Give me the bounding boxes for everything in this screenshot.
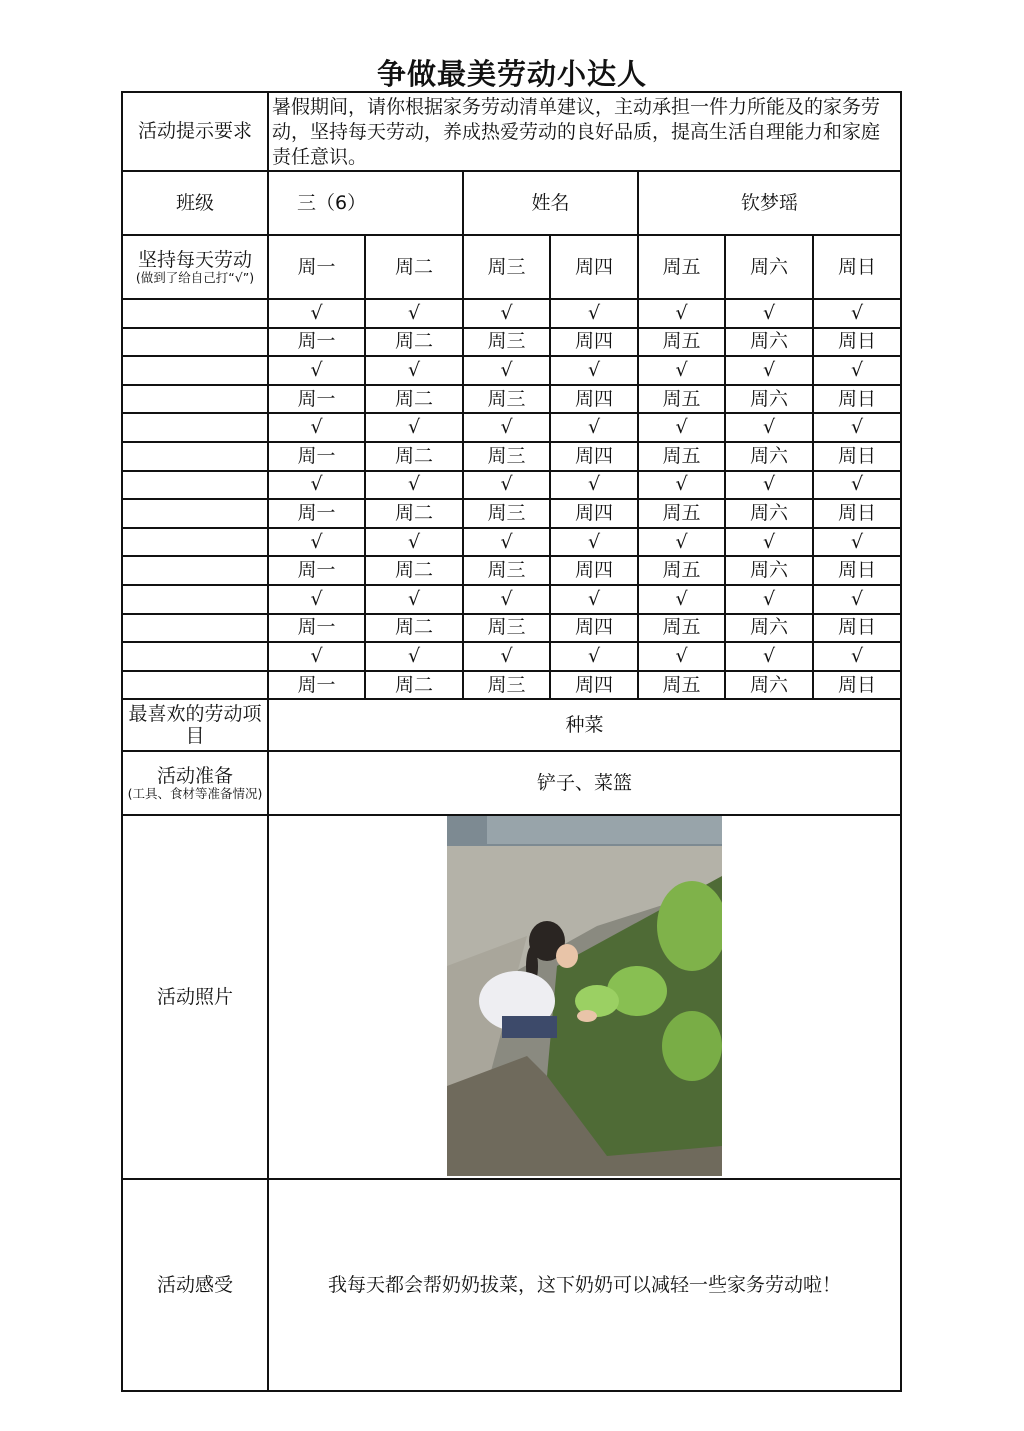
day-cell: 周五 bbox=[638, 442, 725, 471]
day-cell: 周日 bbox=[813, 385, 901, 414]
tick-mark: √ bbox=[638, 413, 725, 442]
day-cell: 周二 bbox=[365, 671, 463, 700]
day-cell: 周六 bbox=[725, 328, 813, 357]
day-cell: 周五 bbox=[638, 556, 725, 585]
day-cell: 周二 bbox=[365, 556, 463, 585]
day-cell: 周二 bbox=[365, 614, 463, 643]
record-row bbox=[122, 328, 901, 357]
day-cell: 周三 bbox=[463, 442, 550, 471]
tick-mark: √ bbox=[463, 299, 550, 328]
tick-mark: √ bbox=[365, 585, 463, 614]
record-row-label bbox=[122, 585, 268, 614]
tick-mark: √ bbox=[813, 413, 901, 442]
tick-mark: √ bbox=[268, 413, 365, 442]
tick-mark: √ bbox=[365, 356, 463, 385]
tick-mark: √ bbox=[268, 299, 365, 328]
day-header-5: 周五 bbox=[638, 235, 725, 299]
tick-mark: √ bbox=[725, 585, 813, 614]
tick-mark: √ bbox=[725, 528, 813, 557]
tick-mark: √ bbox=[813, 299, 901, 328]
record-row bbox=[122, 499, 901, 528]
day-cell: 周六 bbox=[725, 556, 813, 585]
tick-mark: √ bbox=[813, 356, 901, 385]
tick-mark: √ bbox=[268, 356, 365, 385]
tick-mark: √ bbox=[463, 413, 550, 442]
tick-mark: √ bbox=[725, 413, 813, 442]
day-cell: 周一 bbox=[268, 442, 365, 471]
daily-note: (做到了给自己打“√”) bbox=[135, 270, 255, 285]
day-header-4: 周四 bbox=[550, 235, 638, 299]
day-cell: 周三 bbox=[463, 614, 550, 643]
day-cell: 周五 bbox=[638, 385, 725, 414]
feeling-label: 活动感受 bbox=[122, 1179, 268, 1391]
record-row bbox=[122, 528, 901, 557]
day-cell: 周日 bbox=[813, 328, 901, 357]
page-title: 争做最美劳动小达人 bbox=[376, 57, 647, 91]
day-header-2: 周二 bbox=[365, 235, 463, 299]
name-value: 钦梦瑶 bbox=[638, 171, 901, 235]
requirement-label: 活动提示要求 bbox=[122, 92, 268, 171]
prep-label-cell bbox=[122, 751, 268, 815]
record-row bbox=[122, 385, 901, 414]
day-cell: 周三 bbox=[463, 671, 550, 700]
day-cell: 周一 bbox=[268, 499, 365, 528]
tick-mark: √ bbox=[365, 413, 463, 442]
tick-mark: √ bbox=[365, 471, 463, 500]
tick-mark: √ bbox=[550, 356, 638, 385]
record-row-label bbox=[122, 442, 268, 471]
prep-label: 活动准备 bbox=[156, 765, 233, 788]
photo-cell bbox=[268, 815, 901, 1179]
tick-mark: √ bbox=[550, 585, 638, 614]
tick-mark: √ bbox=[725, 471, 813, 500]
day-cell: 周六 bbox=[725, 499, 813, 528]
day-cell: 周一 bbox=[268, 385, 365, 414]
day-cell: 周五 bbox=[638, 499, 725, 528]
feeling-value: 我每天都会帮奶奶拔菜，这下奶奶可以减轻一些家务劳动啦！ bbox=[268, 1179, 901, 1391]
record-row bbox=[122, 471, 901, 500]
day-cell: 周四 bbox=[550, 671, 638, 700]
tick-mark: √ bbox=[268, 642, 365, 671]
day-cell: 周日 bbox=[813, 442, 901, 471]
record-row bbox=[122, 585, 901, 614]
record-row-label bbox=[122, 671, 268, 700]
day-cell: 周一 bbox=[268, 328, 365, 357]
tick-mark: √ bbox=[550, 471, 638, 500]
day-cell: 周日 bbox=[813, 499, 901, 528]
record-row-label bbox=[122, 328, 268, 357]
day-cell: 周五 bbox=[638, 671, 725, 700]
record-row-label bbox=[122, 642, 268, 671]
tick-mark: √ bbox=[268, 585, 365, 614]
tick-mark: √ bbox=[550, 642, 638, 671]
day-cell: 周日 bbox=[813, 671, 901, 700]
tick-mark: √ bbox=[463, 585, 550, 614]
tick-mark: √ bbox=[550, 528, 638, 557]
tick-mark: √ bbox=[813, 642, 901, 671]
tick-mark: √ bbox=[638, 642, 725, 671]
activity-photo bbox=[447, 816, 722, 1176]
tick-mark: √ bbox=[638, 585, 725, 614]
tick-mark: √ bbox=[550, 299, 638, 328]
tick-mark: √ bbox=[638, 471, 725, 500]
tick-mark: √ bbox=[725, 642, 813, 671]
requirement-text: 暑假期间，请你根据家务劳动清单建议，主动承担一件力所能及的家务劳动，坚持每天劳动，养成热爱劳动的良好品质，提高生活自理能力和家庭责任意识。 bbox=[268, 92, 901, 171]
day-cell: 周五 bbox=[638, 328, 725, 357]
tick-mark: √ bbox=[638, 528, 725, 557]
tick-mark: √ bbox=[463, 356, 550, 385]
day-header-7: 周日 bbox=[813, 235, 901, 299]
class-label: 班级 bbox=[122, 171, 268, 235]
tick-mark: √ bbox=[365, 528, 463, 557]
day-cell: 周四 bbox=[550, 556, 638, 585]
favorite-value: 种菜 bbox=[268, 699, 901, 751]
record-row-label bbox=[122, 385, 268, 414]
day-cell: 周四 bbox=[550, 328, 638, 357]
day-cell: 周三 bbox=[463, 385, 550, 414]
name-label: 姓名 bbox=[463, 171, 638, 235]
record-row-label bbox=[122, 556, 268, 585]
record-row-label bbox=[122, 614, 268, 643]
tick-mark: √ bbox=[463, 642, 550, 671]
day-cell: 周二 bbox=[365, 499, 463, 528]
tick-mark: √ bbox=[725, 299, 813, 328]
tick-mark: √ bbox=[268, 471, 365, 500]
prep-note: (工具、食材等准备情况) bbox=[127, 786, 263, 802]
prep-value: 铲子、菜篮 bbox=[268, 751, 901, 815]
day-cell: 周日 bbox=[813, 556, 901, 585]
day-cell: 周三 bbox=[463, 328, 550, 357]
tick-mark: √ bbox=[463, 471, 550, 500]
tick-mark: √ bbox=[365, 299, 463, 328]
day-cell: 周五 bbox=[638, 614, 725, 643]
day-cell: 周六 bbox=[725, 385, 813, 414]
record-row-label bbox=[122, 356, 268, 385]
day-cell: 周六 bbox=[725, 671, 813, 700]
daily-label-cell bbox=[122, 235, 268, 299]
day-cell: 周二 bbox=[365, 442, 463, 471]
favorite-label: 最喜欢的劳动项目 bbox=[122, 699, 268, 751]
daily-label: 坚持每天劳动 bbox=[137, 249, 252, 271]
tick-mark: √ bbox=[463, 528, 550, 557]
day-cell: 周四 bbox=[550, 442, 638, 471]
day-cell: 周四 bbox=[550, 385, 638, 414]
record-row bbox=[122, 614, 901, 643]
day-header-6: 周六 bbox=[725, 235, 813, 299]
tick-mark: √ bbox=[813, 585, 901, 614]
day-header-3: 周三 bbox=[463, 235, 550, 299]
record-row bbox=[122, 356, 901, 385]
labor-record-table bbox=[121, 91, 902, 1392]
day-cell: 周一 bbox=[268, 614, 365, 643]
record-row bbox=[122, 442, 901, 471]
record-row-label bbox=[122, 471, 268, 500]
day-cell: 周三 bbox=[463, 556, 550, 585]
photo-label: 活动照片 bbox=[122, 815, 268, 1179]
record-row bbox=[122, 556, 901, 585]
tick-mark: √ bbox=[365, 642, 463, 671]
day-cell: 周二 bbox=[365, 385, 463, 414]
tick-mark: √ bbox=[550, 413, 638, 442]
day-header-1: 周一 bbox=[268, 235, 365, 299]
day-cell: 周三 bbox=[463, 499, 550, 528]
day-cell: 周四 bbox=[550, 499, 638, 528]
tick-mark: √ bbox=[268, 528, 365, 557]
record-row bbox=[122, 299, 901, 328]
record-row bbox=[122, 671, 901, 700]
day-cell: 周六 bbox=[725, 614, 813, 643]
record-row-label bbox=[122, 528, 268, 557]
record-row-label bbox=[122, 413, 268, 442]
record-row-label bbox=[122, 499, 268, 528]
tick-mark: √ bbox=[813, 528, 901, 557]
record-row bbox=[122, 642, 901, 671]
day-cell: 周一 bbox=[268, 556, 365, 585]
record-row-label bbox=[122, 299, 268, 328]
day-cell: 周日 bbox=[813, 614, 901, 643]
day-cell: 周六 bbox=[725, 442, 813, 471]
tick-mark: √ bbox=[725, 356, 813, 385]
day-cell: 周四 bbox=[550, 614, 638, 643]
record-row bbox=[122, 413, 901, 442]
tick-mark: √ bbox=[813, 471, 901, 500]
tick-mark: √ bbox=[638, 356, 725, 385]
class-value: 三（6） bbox=[268, 171, 463, 235]
tick-mark: √ bbox=[638, 299, 725, 328]
day-cell: 周一 bbox=[268, 671, 365, 700]
day-cell: 周二 bbox=[365, 328, 463, 357]
